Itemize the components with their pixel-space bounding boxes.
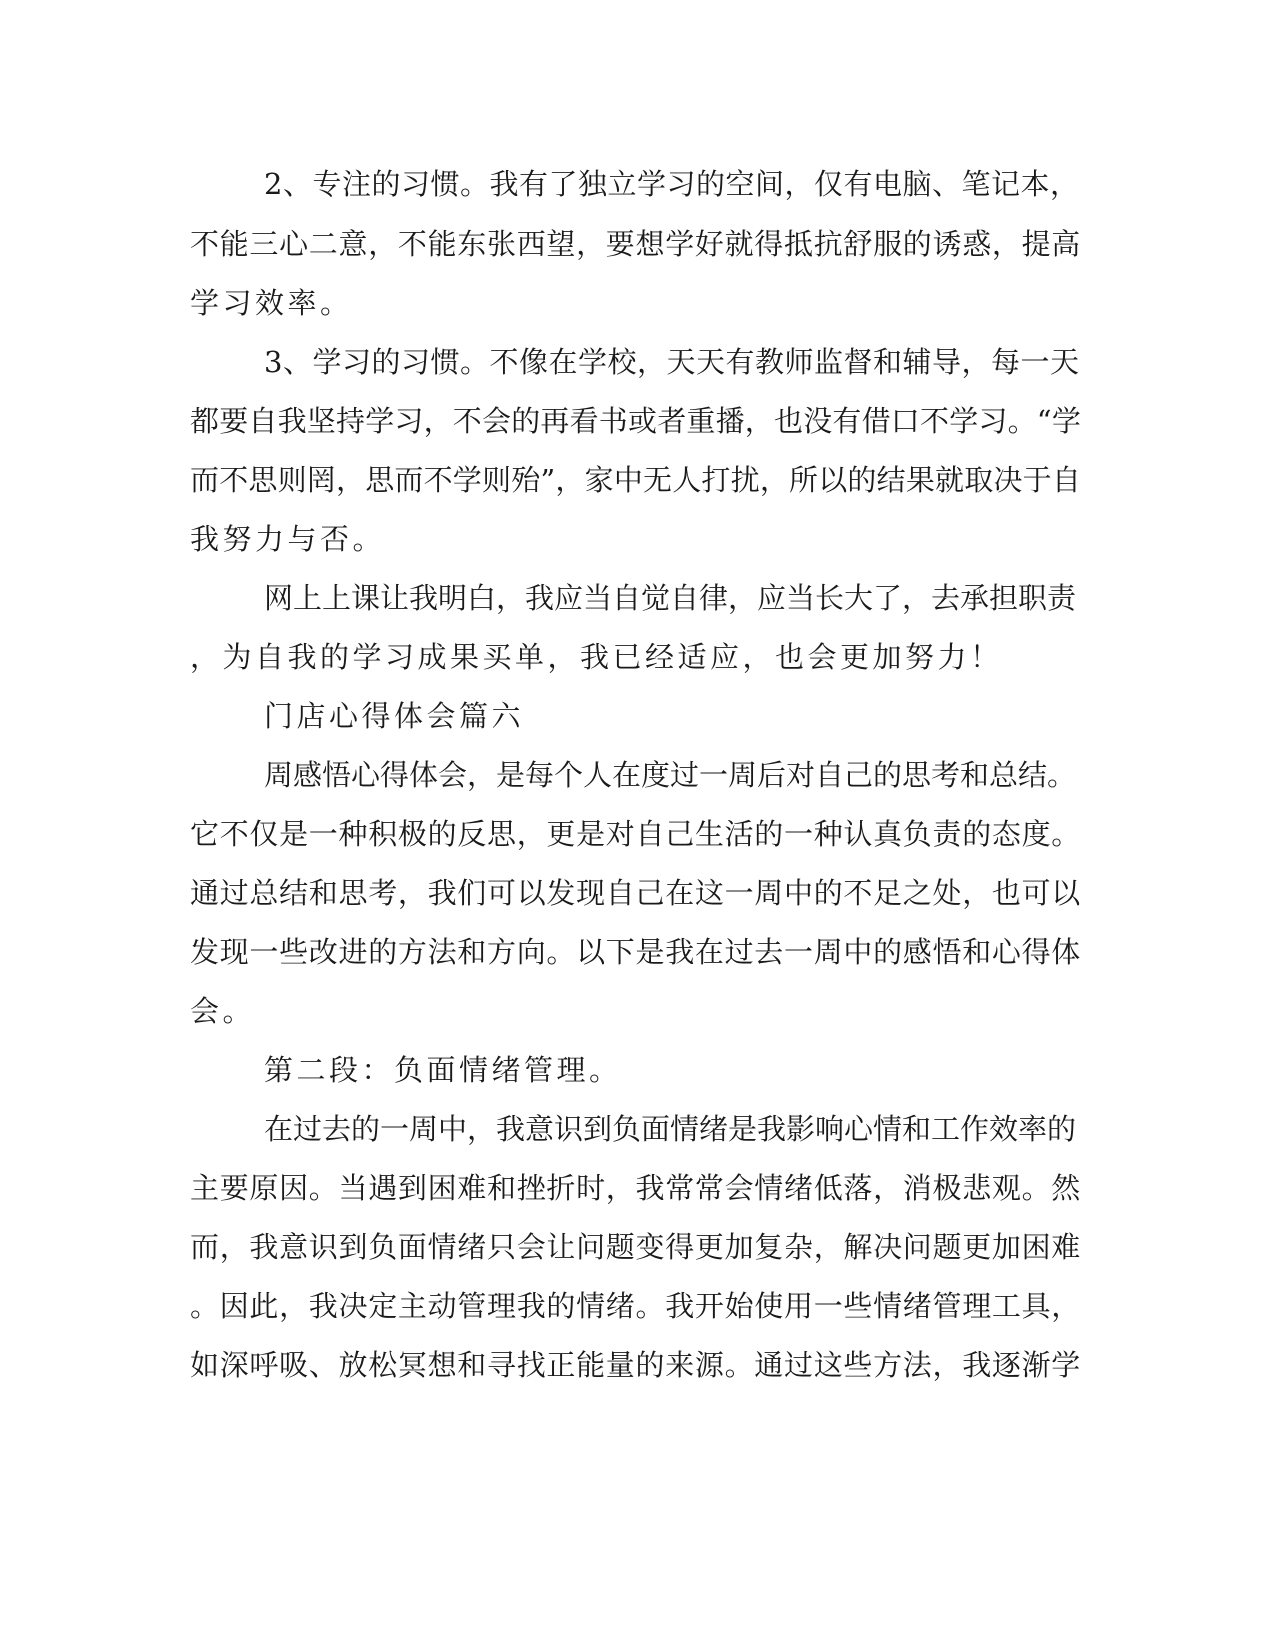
section-heading: 第二段：负面情绪管理。 — [264, 1053, 622, 1087]
text-line: 3、学习的习惯。不像在学校，天天有教师监督和辅导，每一天 — [264, 345, 1080, 379]
text-line: 周感悟心得体会，是每个人在度过一周后对自己的思考和总结。 — [264, 758, 1077, 792]
text-line: 会。 — [190, 994, 256, 1028]
text-line: 不能三心二意，不能东张西望，要想学好就得抵抗舒服的诱惑，提高 — [190, 227, 1082, 261]
section-heading: 门店心得体会篇六 — [264, 699, 525, 733]
text-line: 网上上课让我明白，我应当自觉自律，应当长大了，去承担职责 — [264, 581, 1077, 615]
text-line: 学习效率。 — [190, 286, 353, 320]
text-line: 通过总结和思考，我们可以发现自己在这一周中的不足之处，也可以 — [190, 876, 1082, 910]
text-line: 我努力与否。 — [190, 522, 386, 556]
text-line: 。因此，我决定主动管理我的情绪。我开始使用一些情绪管理工具， — [190, 1289, 1082, 1323]
text-line: 主要原因。当遇到困难和挫折时，我常常会情绪低落，消极悲观。然 — [190, 1171, 1082, 1205]
text-line: 而不思则罔，思而不学则殆”，家中无人打扰，所以的结果就取决于自 — [190, 463, 1082, 497]
text-line: 如深呼吸、放松冥想和寻找正能量的来源。通过这些方法，我逐渐学 — [190, 1348, 1082, 1382]
text-line: 在过去的一周中，我意识到负面情绪是我影响心情和工作效率的 — [264, 1112, 1077, 1146]
text-line: 2、专注的习惯。我有了独立学习的空间，仅有电脑、笔记本， — [264, 167, 1080, 201]
text-line: 都要自我坚持学习，不会的再看书或者重播，也没有借口不学习。“学 — [190, 404, 1082, 438]
text-line: ，为自我的学习成果买单，我已经适应，也会更加努力！ — [190, 640, 1003, 674]
text-line: 而，我意识到负面情绪只会让问题变得更加复杂，解决问题更加困难 — [190, 1230, 1082, 1264]
text-line: 发现一些改进的方法和方向。以下是我在过去一周中的感悟和心得体 — [190, 935, 1082, 969]
text-line: 它不仅是一种积极的反思，更是对自己生活的一种认真负责的态度。 — [190, 817, 1082, 851]
